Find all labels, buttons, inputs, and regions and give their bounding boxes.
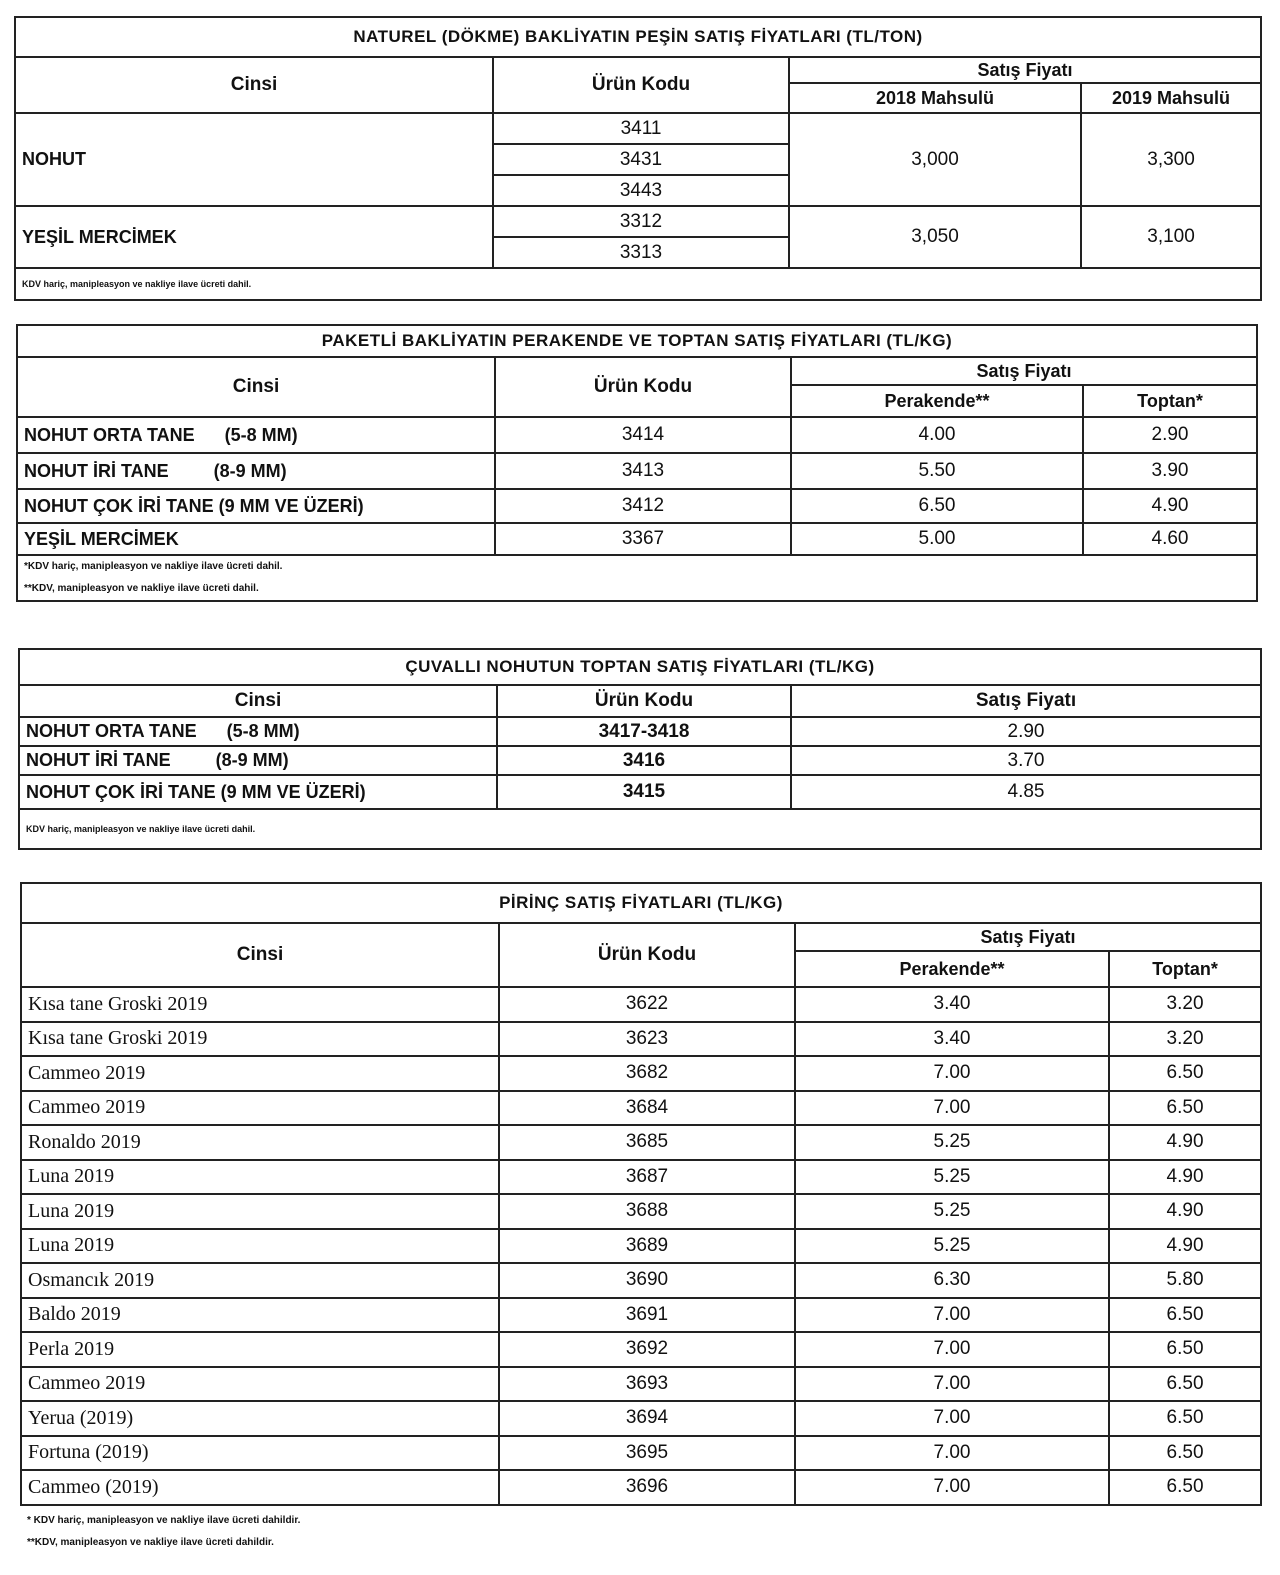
row-perakende: 7.00 xyxy=(795,1470,1109,1505)
row-cinsi: NOHUT İRİ TANE (8-9 MM) xyxy=(19,746,497,775)
row-code: 3622 xyxy=(499,987,795,1022)
row-code: 3431 xyxy=(493,144,789,175)
row-cinsi: NOHUT ORTA TANE (5-8 MM) xyxy=(17,417,495,453)
rice-rows xyxy=(21,987,1261,1505)
row-price-2018: 3,000 xyxy=(789,113,1081,206)
col-header-perakende: Perakende** xyxy=(795,951,1109,987)
row-perakende: 5.25 xyxy=(795,1229,1109,1264)
footnote-toptan: * KDV hariç, manipleasyon ve nakliye ilave ücreti dahildir. xyxy=(27,1514,301,1526)
row-toptan: 6.50 xyxy=(1109,1436,1261,1471)
row-code: 3682 xyxy=(499,1056,795,1091)
col-header-cinsi: Cinsi xyxy=(21,923,499,987)
row-toptan: 4.90 xyxy=(1109,1160,1261,1195)
row-cinsi: Osmancık 2019 xyxy=(21,1263,499,1298)
row-toptan: 4.90 xyxy=(1109,1125,1261,1160)
row-perakende: 3.40 xyxy=(795,987,1109,1022)
row-cinsi: Cammeo (2019) xyxy=(21,1470,499,1505)
footnote-perakende: **KDV, manipleasyon ve nakliye ilave ücreti dahildir. xyxy=(27,1536,274,1548)
row-perakende: 7.00 xyxy=(795,1401,1109,1436)
col-header-cinsi: Cinsi xyxy=(17,357,495,417)
row-toptan: 3.20 xyxy=(1109,987,1261,1022)
row-cinsi: Fortuna (2019) xyxy=(21,1436,499,1471)
row-code: 3417-3418 xyxy=(497,717,791,746)
table-row xyxy=(21,1298,1261,1333)
table-footnote: KDV hariç, manipleasyon ve nakliye ilave ücreti dahil. xyxy=(15,268,1261,300)
row-perakende: 5.50 xyxy=(791,453,1083,489)
col-header-urun-kodu: Ürün Kodu xyxy=(499,923,795,987)
footnote-perakende: **KDV, manipleasyon ve nakliye ilave ücreti dahil. xyxy=(24,583,259,594)
row-cinsi: Cammeo 2019 xyxy=(21,1367,499,1402)
row-cinsi: Kısa tane Groski 2019 xyxy=(21,1022,499,1057)
footnote-toptan: *KDV hariç, manipleasyon ve nakliye ilave ücreti dahil. xyxy=(24,561,283,572)
col-header-2019: 2019 Mahsulü xyxy=(1081,83,1261,113)
row-code: 3414 xyxy=(495,417,791,453)
col-header-satis-fiyati: Satış Fiyatı xyxy=(791,685,1261,717)
row-cinsi: NOHUT ÇOK İRİ TANE (9 MM VE ÜZERİ) xyxy=(17,489,495,523)
row-code: 3696 xyxy=(499,1470,795,1505)
row-perakende: 3.40 xyxy=(795,1022,1109,1057)
row-cinsi: Luna 2019 xyxy=(21,1194,499,1229)
table-pirinc xyxy=(20,882,1262,1575)
row-perakende: 7.00 xyxy=(795,1436,1109,1471)
row-price-2018: 3,050 xyxy=(789,206,1081,268)
col-header-cinsi: Cinsi xyxy=(15,57,493,113)
table-row xyxy=(21,1091,1261,1126)
table-row xyxy=(21,1367,1261,1402)
row-perakende: 7.00 xyxy=(795,1367,1109,1402)
row-toptan: 6.50 xyxy=(1109,1367,1261,1402)
col-header-urun-kodu: Ürün Kodu xyxy=(497,685,791,717)
row-code: 3691 xyxy=(499,1298,795,1333)
row-code: 3693 xyxy=(499,1367,795,1402)
row-toptan: 4.60 xyxy=(1083,523,1257,555)
row-code: 3416 xyxy=(497,746,791,775)
row-cinsi: Cammeo 2019 xyxy=(21,1056,499,1091)
row-cinsi: Luna 2019 xyxy=(21,1229,499,1264)
table-naturel-bakliyat xyxy=(14,16,1262,301)
table-row xyxy=(21,1229,1261,1264)
table-footnotes xyxy=(21,1505,1261,1575)
row-toptan: 4.90 xyxy=(1109,1194,1261,1229)
row-toptan: 4.90 xyxy=(1109,1229,1261,1264)
row-perakende: 5.25 xyxy=(795,1125,1109,1160)
row-price-2019: 3,100 xyxy=(1081,206,1261,268)
col-header-toptan: Toptan* xyxy=(1109,951,1261,987)
row-toptan: 6.50 xyxy=(1109,1056,1261,1091)
table-row xyxy=(21,1160,1261,1195)
row-toptan: 2.90 xyxy=(1083,417,1257,453)
row-code: 3413 xyxy=(495,453,791,489)
table-row xyxy=(21,1056,1261,1091)
row-code: 3623 xyxy=(499,1022,795,1057)
table-title: NATUREL (DÖKME) BAKLİYATIN PEŞİN SATIŞ FİYATLARI (TL/TON) xyxy=(15,17,1261,57)
row-code: 3692 xyxy=(499,1332,795,1367)
row-toptan: 3.90 xyxy=(1083,453,1257,489)
row-cinsi: Cammeo 2019 xyxy=(21,1091,499,1126)
row-cinsi: Kısa tane Groski 2019 xyxy=(21,987,499,1022)
col-header-urun-kodu: Ürün Kodu xyxy=(493,57,789,113)
col-header-cinsi: Cinsi xyxy=(19,685,497,717)
row-cinsi: Luna 2019 xyxy=(21,1160,499,1195)
table-footnote: KDV hariç, manipleasyon ve nakliye ilave ücreti dahil. xyxy=(19,809,1261,849)
row-code: 3684 xyxy=(499,1091,795,1126)
row-code: 3690 xyxy=(499,1263,795,1298)
col-header-satis-fiyati: Satış Fiyatı xyxy=(791,357,1257,385)
row-code: 3688 xyxy=(499,1194,795,1229)
col-header-urun-kodu: Ürün Kodu xyxy=(495,357,791,417)
table-cuvalli-nohut xyxy=(18,648,1262,850)
row-fiyat: 2.90 xyxy=(791,717,1261,746)
row-perakende: 4.00 xyxy=(791,417,1083,453)
row-cinsi: YEŞİL MERCİMEK xyxy=(15,206,493,268)
row-code: 3685 xyxy=(499,1125,795,1160)
row-toptan: 5.80 xyxy=(1109,1263,1261,1298)
col-header-satis-fiyati: Satış Fiyatı xyxy=(795,923,1261,951)
row-code: 3412 xyxy=(495,489,791,523)
row-cinsi: Yerua (2019) xyxy=(21,1401,499,1436)
table-row xyxy=(21,1401,1261,1436)
row-fiyat: 4.85 xyxy=(791,775,1261,809)
row-cinsi: Baldo 2019 xyxy=(21,1298,499,1333)
row-toptan: 4.90 xyxy=(1083,489,1257,523)
row-cinsi: NOHUT xyxy=(15,113,493,206)
col-header-satis-fiyati: Satış Fiyatı xyxy=(789,57,1261,83)
row-code: 3687 xyxy=(499,1160,795,1195)
row-cinsi: Perla 2019 xyxy=(21,1332,499,1367)
row-code: 3695 xyxy=(499,1436,795,1471)
table-title: PİRİNÇ SATIŞ FİYATLARI (TL/KG) xyxy=(21,883,1261,923)
table-row xyxy=(21,1022,1261,1057)
row-cinsi: NOHUT ORTA TANE (5-8 MM) xyxy=(19,717,497,746)
table-row xyxy=(21,987,1261,1022)
row-perakende: 7.00 xyxy=(795,1332,1109,1367)
row-fiyat: 3.70 xyxy=(791,746,1261,775)
table-title: PAKETLİ BAKLİYATIN PERAKENDE VE TOPTAN SATIŞ FİYATLARI (TL/KG) xyxy=(17,325,1257,357)
row-code: 3313 xyxy=(493,237,789,268)
table-row xyxy=(21,1263,1261,1298)
row-toptan: 6.50 xyxy=(1109,1332,1261,1367)
row-cinsi: Ronaldo 2019 xyxy=(21,1125,499,1160)
row-perakende: 6.50 xyxy=(791,489,1083,523)
row-cinsi: NOHUT ÇOK İRİ TANE (9 MM VE ÜZERİ) xyxy=(19,775,497,809)
row-toptan: 6.50 xyxy=(1109,1470,1261,1505)
table-footnotes xyxy=(17,555,1257,601)
table-row xyxy=(21,1194,1261,1229)
row-toptan: 3.20 xyxy=(1109,1022,1261,1057)
row-toptan: 6.50 xyxy=(1109,1298,1261,1333)
col-header-perakende: Perakende** xyxy=(791,385,1083,417)
col-header-toptan: Toptan* xyxy=(1083,385,1257,417)
row-toptan: 6.50 xyxy=(1109,1091,1261,1126)
row-perakende: 7.00 xyxy=(795,1056,1109,1091)
row-price-2019: 3,300 xyxy=(1081,113,1261,206)
table-paketli-bakliyat xyxy=(16,324,1258,602)
row-perakende: 5.25 xyxy=(795,1160,1109,1195)
table-row xyxy=(21,1436,1261,1471)
row-cinsi: NOHUT İRİ TANE (8-9 MM) xyxy=(17,453,495,489)
row-code: 3367 xyxy=(495,523,791,555)
table-title: ÇUVALLI NOHUTUN TOPTAN SATIŞ FİYATLARI (TL/KG) xyxy=(19,649,1261,685)
row-code: 3312 xyxy=(493,206,789,237)
table-row xyxy=(21,1125,1261,1160)
row-perakende: 5.25 xyxy=(795,1194,1109,1229)
row-code: 3411 xyxy=(493,113,789,144)
row-code: 3694 xyxy=(499,1401,795,1436)
row-perakende: 7.00 xyxy=(795,1091,1109,1126)
col-header-2018: 2018 Mahsulü xyxy=(789,83,1081,113)
row-cinsi: YEŞİL MERCİMEK xyxy=(17,523,495,555)
row-perakende: 5.00 xyxy=(791,523,1083,555)
row-code: 3689 xyxy=(499,1229,795,1264)
row-code: 3443 xyxy=(493,175,789,206)
row-perakende: 7.00 xyxy=(795,1298,1109,1333)
table-row xyxy=(21,1332,1261,1367)
row-toptan: 6.50 xyxy=(1109,1401,1261,1436)
table-row xyxy=(21,1470,1261,1505)
row-code: 3415 xyxy=(497,775,791,809)
row-perakende: 6.30 xyxy=(795,1263,1109,1298)
